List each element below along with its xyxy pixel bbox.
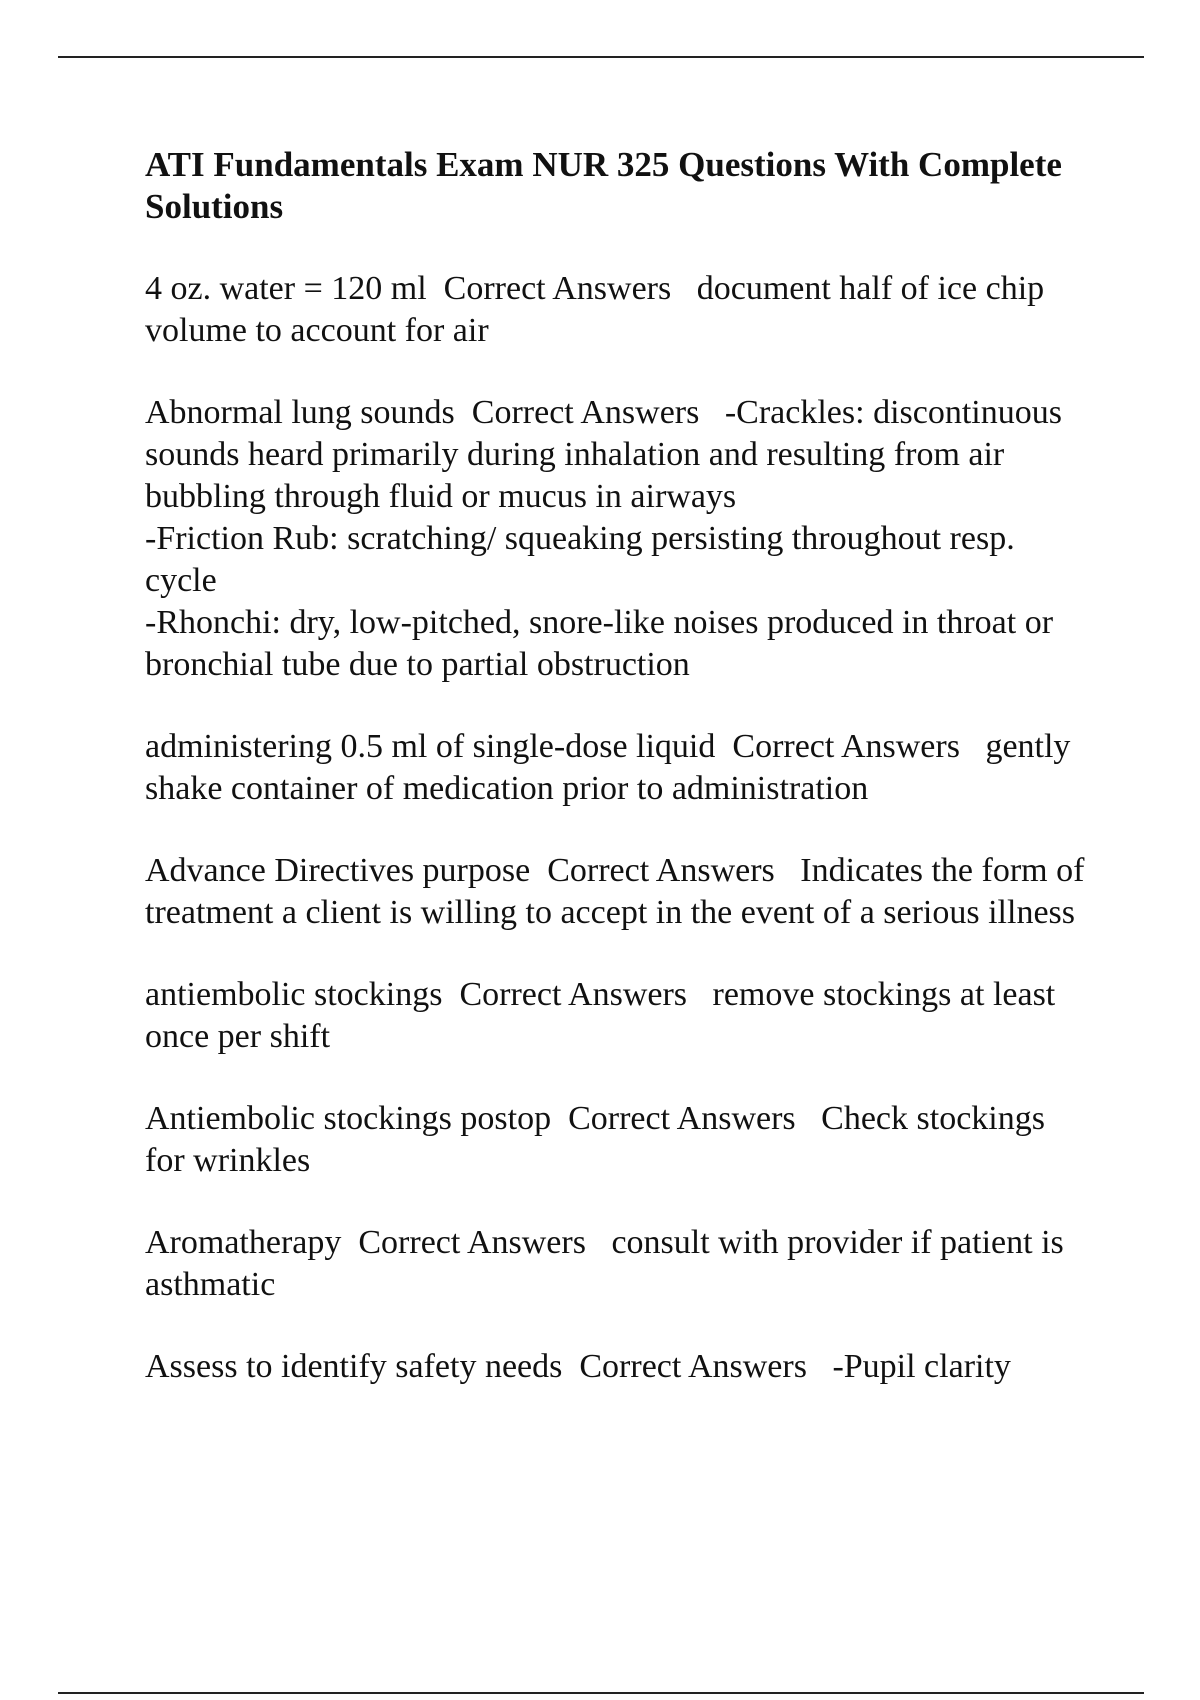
entry-answer: document half of ice chip volume to account for air: [145, 270, 1053, 349]
entry-separator: Correct Answers: [551, 1100, 813, 1137]
entry-answer: -Pupil clarity: [823, 1348, 1011, 1385]
document-title: ATI Fundamentals Exam NUR 325 Questions With Complete Solutions: [145, 145, 1062, 226]
entry-term: Assess to identify safety needs: [145, 1348, 563, 1385]
entry-separator: Correct Answers: [341, 1224, 603, 1261]
top-divider: [58, 56, 1144, 58]
entry-term: 4 oz. water = 120 ml: [145, 270, 427, 307]
entry-term: antiembolic stockings: [145, 976, 443, 1013]
entry-answer: remove stockings at least once per shift: [145, 976, 1064, 1055]
entry-separator: Correct Answers: [454, 394, 717, 431]
entry-separator: Correct Answers: [530, 852, 792, 889]
entry-answer: gently shake container of medication prior to administration: [145, 728, 1079, 807]
qa-entry: [145, 392, 1090, 686]
qa-entry: [145, 726, 1090, 810]
qa-entry: [145, 1098, 1090, 1182]
entry-answer: -Crackles: discontinuous sounds heard primarily during inhalation and resulting from air bubbling through fluid or mucus in airways -Friction Rub: scratching/ squeaking persisting throughout resp. cycle -Rhonchi: dry, low-pitched, snore-like noises produced in throat or bronchial tube due to partial obstruction: [145, 394, 1062, 683]
entry-answer: consult with provider if patient is asthmatic: [145, 1224, 1073, 1303]
bottom-divider: [58, 1692, 1144, 1694]
entry-term: administering 0.5 ml of single-dose liquid: [145, 728, 716, 765]
qa-entry: [145, 850, 1093, 934]
entry-term: Advance Directives purpose: [145, 852, 531, 889]
entry-term: Abnormal lung sounds: [145, 394, 455, 431]
entry-separator: Correct Answers: [562, 1348, 824, 1385]
qa-entry: [145, 974, 1090, 1058]
entry-separator: Correct Answers: [715, 728, 977, 765]
qa-entry: [145, 1222, 1090, 1306]
entry-answer: Indicates the form of treatment a client is willing to accept in the event of a serious illness: [145, 852, 1093, 931]
entry-separator: Correct Answers: [442, 976, 705, 1013]
entry-answer: Check stockings for wrinkles: [145, 1100, 1054, 1179]
entry-separator: Correct Answers: [426, 270, 689, 307]
document-body: [145, 144, 1093, 1428]
entry-term: Antiembolic stockings postop: [145, 1100, 552, 1137]
qa-entry: [145, 1346, 1090, 1388]
qa-entry: [145, 268, 1090, 352]
entry-term: Aromatherapy: [145, 1224, 342, 1261]
